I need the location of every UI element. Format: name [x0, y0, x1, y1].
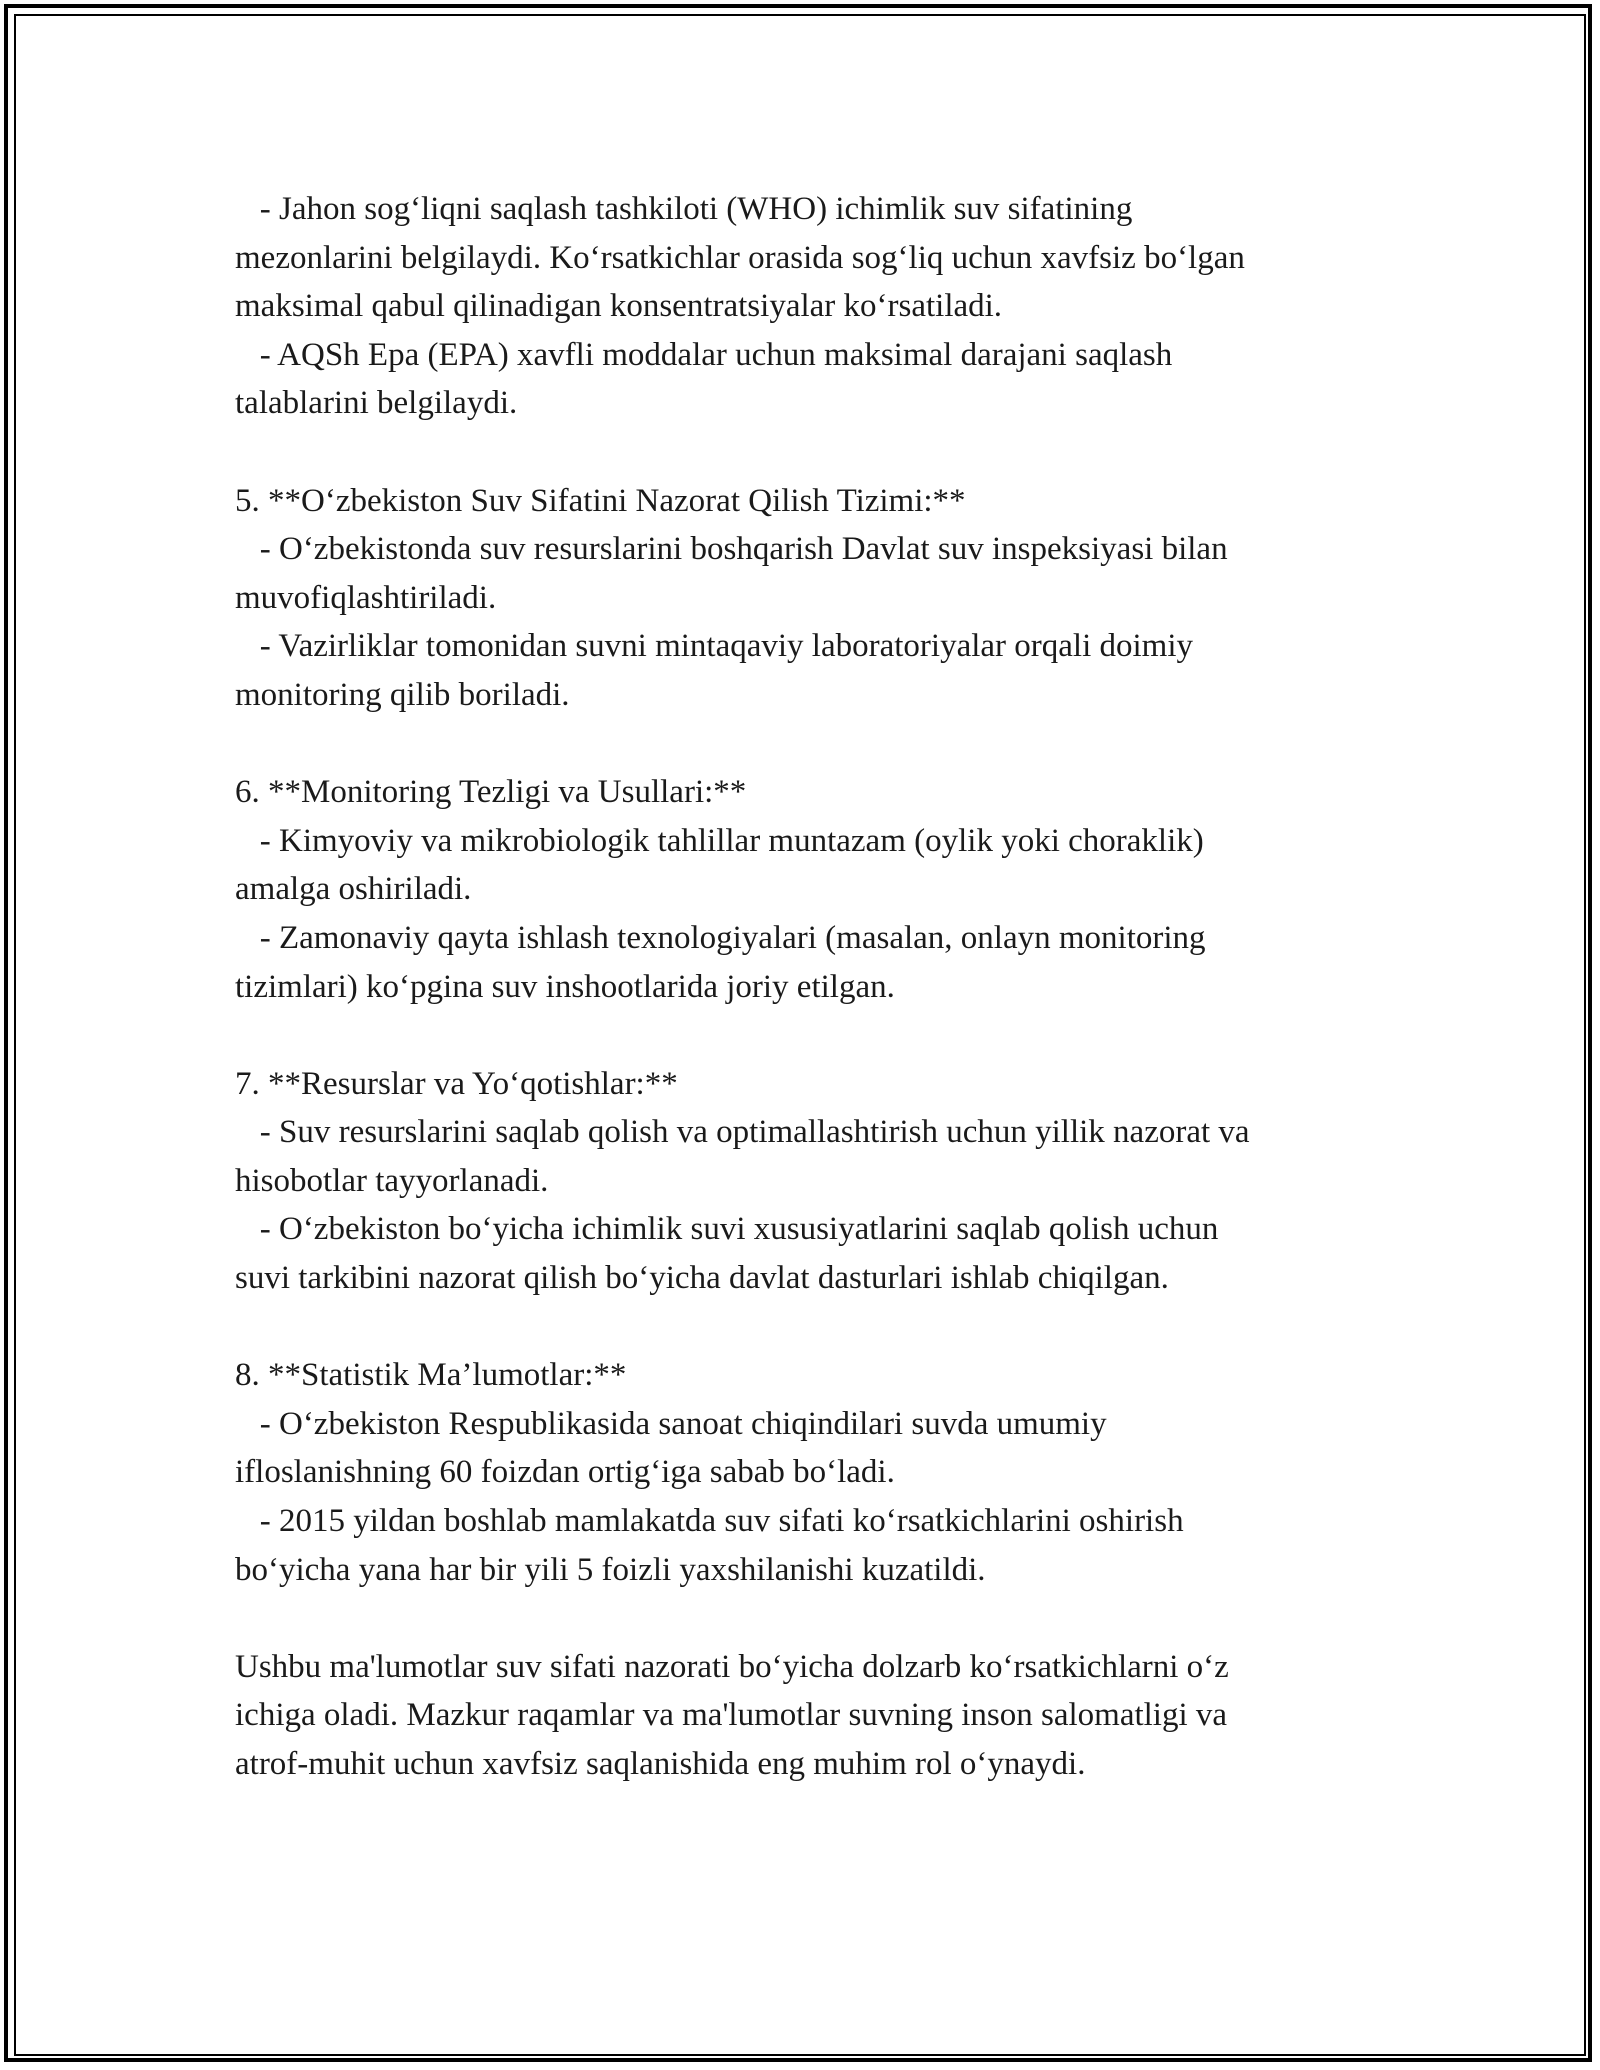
list-item-line: tizimlari) ko‘pgina suv inshootlarida joriy etilgan. — [235, 968, 895, 1005]
conclusion-paragraph — [235, 1643, 1375, 1789]
document-body — [235, 185, 1375, 1789]
list-item-line: monitoring qilib boriladi. — [235, 676, 570, 713]
list-item-line: - O‘zbekiston bo‘yicha ichimlik suvi xususiyatlarini saqlab qolish uchun — [235, 1211, 1219, 1248]
paragraph-spacer — [235, 1594, 1375, 1643]
paragraph-spacer — [235, 428, 1375, 477]
list-item-line: - Jahon sog‘liqni saqlash tashkiloti (WHO) ichimlik suv sifatining — [235, 191, 1133, 227]
section-8 — [235, 1351, 1375, 1594]
paragraph-line: atrof-muhit uchun xavfsiz saqlanishida eng muhim rol o‘ynaydi. — [235, 1746, 1086, 1782]
list-item-line: - 2015 yildan boshlab mamlakatda suv sifati ko‘rsatkichlarini oshirish — [235, 1503, 1184, 1540]
paragraph-spacer — [235, 1011, 1375, 1060]
paragraph-line: ichiga oladi. Mazkur raqamlar va ma'lumotlar suvning inson salomatligi va — [235, 1697, 1228, 1734]
paragraph-spacer — [235, 1303, 1375, 1352]
section-5 — [235, 477, 1375, 720]
list-item-line: muvofiqlashtiriladi. — [235, 579, 497, 616]
list-item-line: amalga oshiriladi. — [235, 871, 472, 908]
section-7 — [235, 1060, 1375, 1303]
list-item-line: ifloslanishning 60 foizdan ortig‘iga sabab bo‘ladi. — [235, 1454, 895, 1491]
section-heading: 7. **Resurslar va Yo‘qotishlar:** — [235, 1065, 678, 1102]
list-item-line: - AQSh Epa (EPA) xavfli moddalar uchun maksimal darajani saqlash — [235, 336, 1173, 373]
paragraph-line: Ushbu ma'lumotlar suv sifati nazorati bo‘yicha dolzarb ko‘rsatkichlarni o‘z — [235, 1648, 1229, 1685]
section-heading: 5. **O‘zbekiston Suv Sifatini Nazorat Qilish Tizimi:** — [235, 482, 966, 519]
list-item-line: - Suv resurslarini saqlab qolish va optimallashtirish uchun yillik nazorat va — [235, 1114, 1250, 1151]
list-item-line: - Zamonaviy qayta ishlash texnologiyalari (masalan, onlayn monitoring — [235, 919, 1206, 956]
section-6 — [235, 768, 1375, 1011]
list-item-line: hisobotlar tayyorlanadi. — [235, 1162, 549, 1199]
list-item-line: maksimal qabul qilinadigan konsentratsiyalar ko‘rsatiladi. — [235, 288, 1003, 325]
section-heading: 8. **Statistik Ma’lumotlar:** — [235, 1357, 627, 1394]
list-item-line: - Vazirliklar tomonidan suvni mintaqaviy laboratoriyalar orqali doimiy — [235, 628, 1193, 665]
paragraph-spacer — [235, 720, 1375, 769]
list-item-line: talablarini belgilaydi. — [235, 385, 518, 422]
list-item-line: suvi tarkibini nazorat qilish bo‘yicha davlat dasturlari ishlab chiqilgan. — [235, 1260, 1169, 1297]
list-item-line: mezonlarini belgilaydi. Ko‘rsatkichlar orasida sog‘liq uchun xavfsiz bo‘lgan — [235, 239, 1245, 276]
list-item-line: - Kimyoviy va mikrobiologik tahlillar muntazam (oylik yoki choraklik) — [235, 822, 1204, 859]
list-item-line: bo‘yicha yana har bir yili 5 foizli yaxshilanishi kuzatildi. — [235, 1551, 986, 1588]
intro-section — [235, 185, 1375, 428]
section-heading: 6. **Monitoring Tezligi va Usullari:** — [235, 774, 747, 811]
list-item-line: - O‘zbekistonda suv resurslarini boshqarish Davlat suv inspeksiyasi bilan — [235, 531, 1228, 568]
list-item-line: - O‘zbekiston Respublikasida sanoat chiqindilari suvda umumiy — [235, 1405, 1107, 1442]
